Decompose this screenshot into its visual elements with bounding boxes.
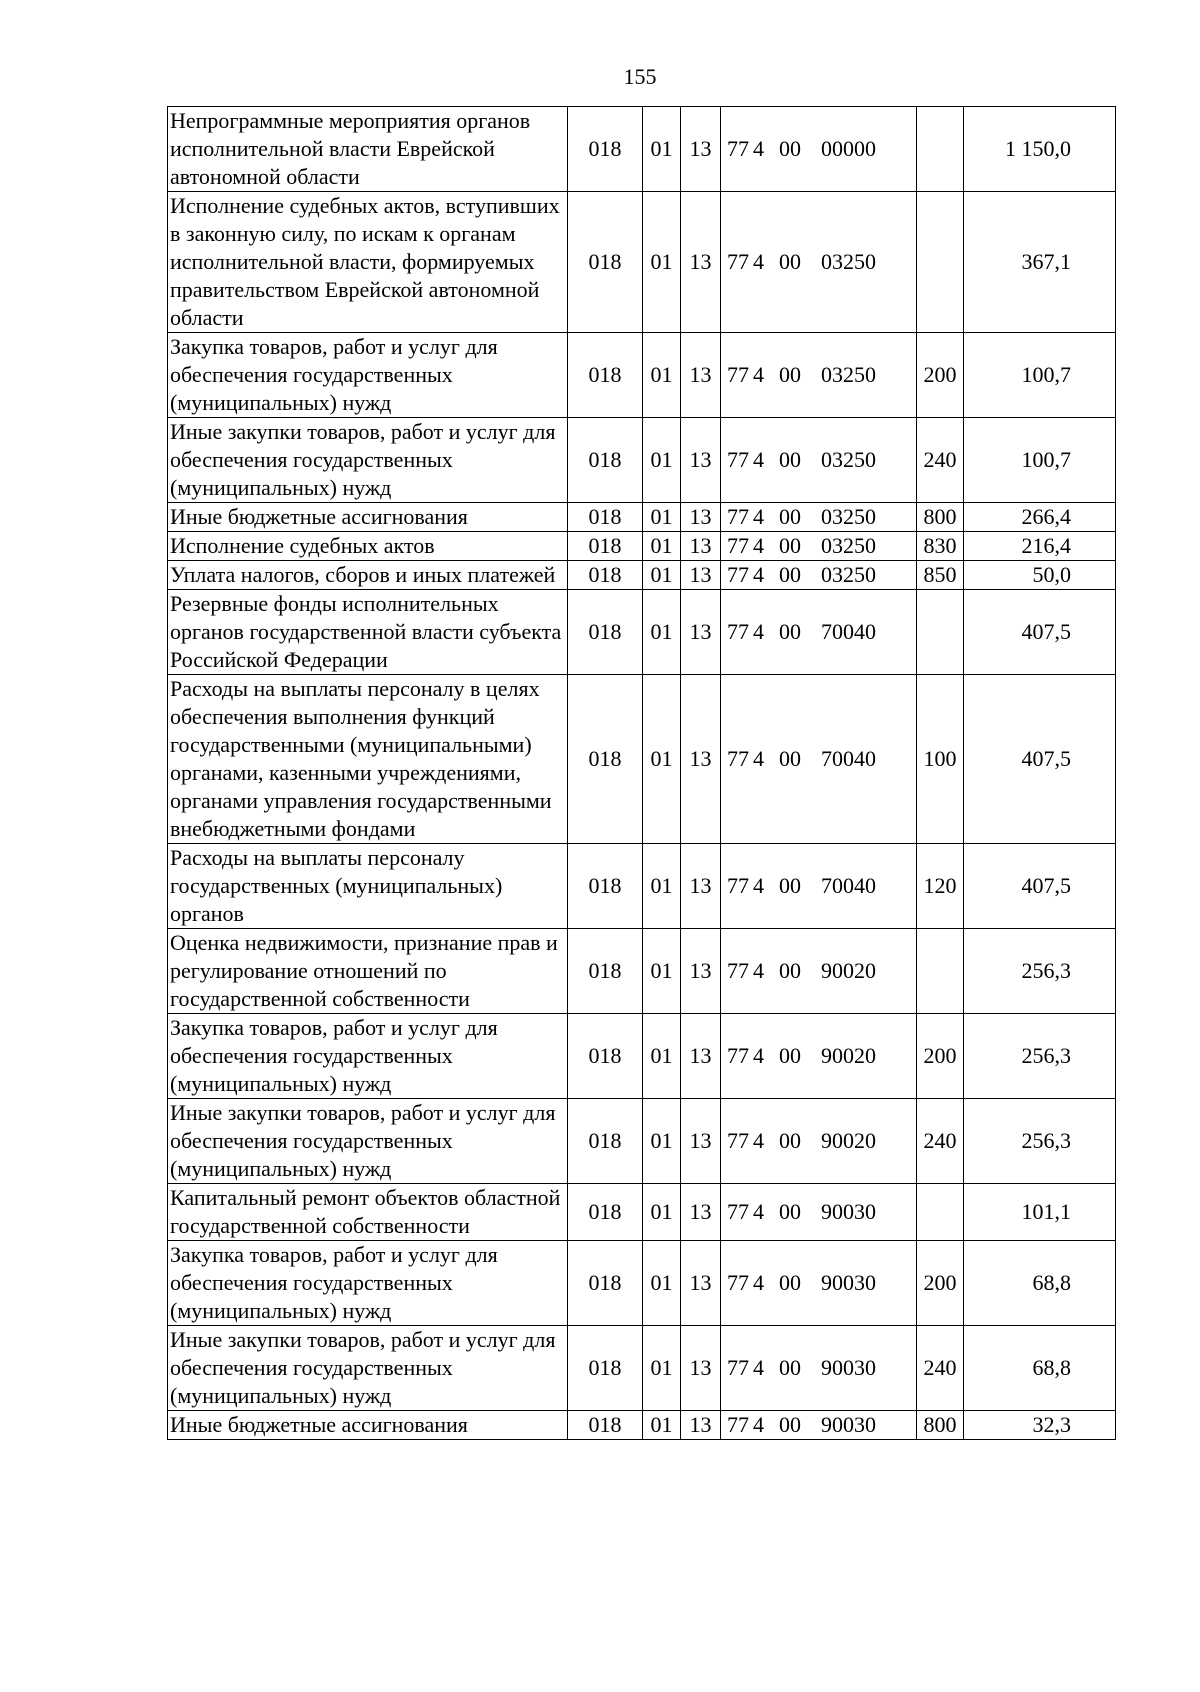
subsection-code-cell: 13 (681, 418, 721, 503)
budget-table-body (168, 107, 1116, 1440)
target-article-part: 4 (753, 746, 764, 771)
target-article-part: 4 (753, 958, 764, 983)
target-article-part: 77 (727, 562, 749, 587)
budget-table (167, 106, 1116, 1440)
target-article-cell (721, 418, 917, 503)
expense-name-cell: Закупка товаров, работ и услуг для обеспечения государственных (муниципальных) нужд (168, 333, 568, 418)
target-article-cell (721, 844, 917, 929)
target-article-cell (721, 503, 917, 532)
subsection-code-cell: 13 (681, 1014, 721, 1099)
target-article-part: 00 (779, 1199, 801, 1224)
table-row (168, 1411, 1116, 1440)
target-article-part: 70040 (821, 746, 876, 771)
target-article-cell (721, 107, 917, 192)
expense-name-cell: Непрограммные мероприятия органов исполнительной власти Еврейской автономной области (168, 107, 568, 192)
target-article-part: 4 (753, 504, 764, 529)
subsection-code-cell: 13 (681, 1099, 721, 1184)
target-article-part: 77 (727, 249, 749, 274)
amount-cell: 256,3 (964, 1099, 1116, 1184)
target-article-part: 4 (753, 1412, 764, 1437)
target-article-cell (721, 561, 917, 590)
target-article-part: 4 (753, 136, 764, 161)
target-article-part: 03250 (821, 447, 876, 472)
target-article-part: 03250 (821, 533, 876, 558)
subsection-code-cell: 13 (681, 561, 721, 590)
target-article-cell (721, 1099, 917, 1184)
target-article-part: 90020 (821, 1128, 876, 1153)
expense-type-cell (917, 929, 964, 1014)
expense-type-cell: 120 (917, 844, 964, 929)
target-article-part: 03250 (821, 362, 876, 387)
section-code-cell: 01 (643, 675, 681, 844)
table-row (168, 1099, 1116, 1184)
amount-cell: 256,3 (964, 929, 1116, 1014)
expense-name-cell: Капитальный ремонт объектов областной государственной собственности (168, 1184, 568, 1241)
section-code-cell: 01 (643, 1326, 681, 1411)
target-article-part: 00 (779, 873, 801, 898)
section-code-cell: 01 (643, 192, 681, 333)
target-article-part: 4 (753, 362, 764, 387)
expense-type-cell: 800 (917, 1411, 964, 1440)
amount-cell: 101,1 (964, 1184, 1116, 1241)
target-article-part: 00 (779, 1412, 801, 1437)
table-row (168, 844, 1116, 929)
target-article-part: 90020 (821, 1043, 876, 1068)
table-row (168, 1014, 1116, 1099)
expense-name-cell: Закупка товаров, работ и услуг для обеспечения государственных (муниципальных) нужд (168, 1014, 568, 1099)
expense-name-cell: Исполнение судебных актов, вступивших в законную силу, по искам к органам исполнительной власти, формируемых правительством Еврейской автономной области (168, 192, 568, 333)
amount-cell: 68,8 (964, 1326, 1116, 1411)
target-article-cell (721, 192, 917, 333)
target-article-part: 90030 (821, 1412, 876, 1437)
expense-type-cell: 240 (917, 1099, 964, 1184)
grbs-code-cell: 018 (568, 1184, 643, 1241)
amount-cell: 50,0 (964, 561, 1116, 590)
target-article-part: 77 (727, 619, 749, 644)
grbs-code-cell: 018 (568, 1326, 643, 1411)
target-article-part: 77 (727, 1412, 749, 1437)
amount-cell: 407,5 (964, 590, 1116, 675)
target-article-part: 03250 (821, 562, 876, 587)
target-article-part: 03250 (821, 504, 876, 529)
subsection-code-cell: 13 (681, 844, 721, 929)
target-article-part: 4 (753, 619, 764, 644)
grbs-code-cell: 018 (568, 192, 643, 333)
amount-cell: 367,1 (964, 192, 1116, 333)
expense-name-cell: Уплата налогов, сборов и иных платежей (168, 561, 568, 590)
target-article-part: 77 (727, 958, 749, 983)
section-code-cell: 01 (643, 107, 681, 192)
section-code-cell: 01 (643, 418, 681, 503)
grbs-code-cell: 018 (568, 418, 643, 503)
target-article-part: 4 (753, 1128, 764, 1153)
target-article-part: 4 (753, 533, 764, 558)
target-article-cell (721, 1326, 917, 1411)
table-row (168, 107, 1116, 192)
grbs-code-cell: 018 (568, 929, 643, 1014)
grbs-code-cell: 018 (568, 1099, 643, 1184)
target-article-part: 4 (753, 1043, 764, 1068)
expense-type-cell: 200 (917, 333, 964, 418)
target-article-part: 70040 (821, 619, 876, 644)
expense-name-cell: Оценка недвижимости, признание прав и регулирование отношений по государственной собственности (168, 929, 568, 1014)
target-article-part: 00 (779, 746, 801, 771)
target-article-part: 4 (753, 873, 764, 898)
expense-type-cell: 200 (917, 1241, 964, 1326)
target-article-part: 4 (753, 1270, 764, 1295)
expense-type-cell: 800 (917, 503, 964, 532)
target-article-part: 00 (779, 504, 801, 529)
target-article-part: 77 (727, 746, 749, 771)
target-article-part: 90030 (821, 1355, 876, 1380)
target-article-cell (721, 1184, 917, 1241)
subsection-code-cell: 13 (681, 532, 721, 561)
target-article-cell (721, 532, 917, 561)
target-article-part: 77 (727, 504, 749, 529)
expense-name-cell: Расходы на выплаты персоналу государственных (муниципальных) органов (168, 844, 568, 929)
expense-name-cell: Иные закупки товаров, работ и услуг для обеспечения государственных (муниципальных) нужд (168, 1099, 568, 1184)
grbs-code-cell: 018 (568, 1014, 643, 1099)
expense-type-cell (917, 590, 964, 675)
target-article-cell (721, 1241, 917, 1326)
target-article-part: 00 (779, 1270, 801, 1295)
target-article-part: 00 (779, 1128, 801, 1153)
target-article-part: 00 (779, 362, 801, 387)
section-code-cell: 01 (643, 1241, 681, 1326)
table-row (168, 561, 1116, 590)
table-row (168, 1241, 1116, 1326)
expense-type-cell: 830 (917, 532, 964, 561)
subsection-code-cell: 13 (681, 333, 721, 418)
amount-cell: 256,3 (964, 1014, 1116, 1099)
target-article-part: 00 (779, 136, 801, 161)
expense-type-cell (917, 192, 964, 333)
section-code-cell: 01 (643, 1099, 681, 1184)
subsection-code-cell: 13 (681, 1326, 721, 1411)
grbs-code-cell: 018 (568, 503, 643, 532)
grbs-code-cell: 018 (568, 590, 643, 675)
amount-cell: 266,4 (964, 503, 1116, 532)
target-article-part: 00 (779, 619, 801, 644)
grbs-code-cell: 018 (568, 675, 643, 844)
section-code-cell: 01 (643, 561, 681, 590)
grbs-code-cell: 018 (568, 561, 643, 590)
expense-name-cell: Расходы на выплаты персоналу в целях обеспечения выполнения функций государственными (муниципальными) органами, казенными учреждениями, органами управления государственными внебюджетными фондами (168, 675, 568, 844)
amount-cell: 407,5 (964, 675, 1116, 844)
table-row (168, 1184, 1116, 1241)
grbs-code-cell: 018 (568, 1241, 643, 1326)
amount-cell: 100,7 (964, 418, 1116, 503)
target-article-part: 77 (727, 362, 749, 387)
expense-type-cell (917, 107, 964, 192)
target-article-cell (721, 1014, 917, 1099)
target-article-part: 00 (779, 1355, 801, 1380)
grbs-code-cell: 018 (568, 333, 643, 418)
target-article-part: 77 (727, 136, 749, 161)
target-article-part: 00 (779, 249, 801, 274)
grbs-code-cell: 018 (568, 107, 643, 192)
section-code-cell: 01 (643, 590, 681, 675)
section-code-cell: 01 (643, 844, 681, 929)
subsection-code-cell: 13 (681, 590, 721, 675)
section-code-cell: 01 (643, 929, 681, 1014)
subsection-code-cell: 13 (681, 1411, 721, 1440)
table-row (168, 192, 1116, 333)
target-article-cell (721, 675, 917, 844)
target-article-part: 77 (727, 533, 749, 558)
amount-cell: 32,3 (964, 1411, 1116, 1440)
target-article-part: 4 (753, 1355, 764, 1380)
section-code-cell: 01 (643, 333, 681, 418)
table-row (168, 1326, 1116, 1411)
amount-cell: 1 150,0 (964, 107, 1116, 192)
target-article-part: 00000 (821, 136, 876, 161)
target-article-part: 77 (727, 1199, 749, 1224)
grbs-code-cell: 018 (568, 1411, 643, 1440)
expense-type-cell (917, 1184, 964, 1241)
grbs-code-cell: 018 (568, 844, 643, 929)
target-article-part: 77 (727, 1043, 749, 1068)
target-article-cell (721, 1411, 917, 1440)
target-article-cell (721, 333, 917, 418)
target-article-part: 00 (779, 1043, 801, 1068)
table-row (168, 532, 1116, 561)
expense-type-cell: 240 (917, 418, 964, 503)
target-article-part: 00 (779, 533, 801, 558)
subsection-code-cell: 13 (681, 107, 721, 192)
expense-name-cell: Иные бюджетные ассигнования (168, 1411, 568, 1440)
section-code-cell: 01 (643, 532, 681, 561)
target-article-part: 77 (727, 1355, 749, 1380)
table-row (168, 503, 1116, 532)
expense-name-cell: Иные закупки товаров, работ и услуг для обеспечения государственных (муниципальных) нужд (168, 1326, 568, 1411)
target-article-cell (721, 590, 917, 675)
subsection-code-cell: 13 (681, 1241, 721, 1326)
table-row (168, 333, 1116, 418)
expense-name-cell: Резервные фонды исполнительных органов государственной власти субъекта Российской Федерации (168, 590, 568, 675)
target-article-part: 77 (727, 873, 749, 898)
amount-cell: 407,5 (964, 844, 1116, 929)
target-article-part: 4 (753, 249, 764, 274)
table-row (168, 418, 1116, 503)
subsection-code-cell: 13 (681, 929, 721, 1014)
target-article-cell (721, 929, 917, 1014)
section-code-cell: 01 (643, 1014, 681, 1099)
section-code-cell: 01 (643, 1184, 681, 1241)
target-article-part: 00 (779, 562, 801, 587)
amount-cell: 68,8 (964, 1241, 1116, 1326)
subsection-code-cell: 13 (681, 503, 721, 532)
target-article-part: 4 (753, 562, 764, 587)
target-article-part: 00 (779, 958, 801, 983)
section-code-cell: 01 (643, 1411, 681, 1440)
target-article-part: 77 (727, 447, 749, 472)
target-article-part: 90020 (821, 958, 876, 983)
table-row (168, 590, 1116, 675)
expense-name-cell: Иные закупки товаров, работ и услуг для обеспечения государственных (муниципальных) нужд (168, 418, 568, 503)
expense-type-cell: 240 (917, 1326, 964, 1411)
target-article-part: 90030 (821, 1199, 876, 1224)
table-row (168, 675, 1116, 844)
subsection-code-cell: 13 (681, 1184, 721, 1241)
target-article-part: 90030 (821, 1270, 876, 1295)
table-row (168, 929, 1116, 1014)
page-number: 155 (623, 64, 657, 89)
amount-cell: 100,7 (964, 333, 1116, 418)
section-code-cell: 01 (643, 503, 681, 532)
grbs-code-cell: 018 (568, 532, 643, 561)
target-article-part: 70040 (821, 873, 876, 898)
expense-name-cell: Исполнение судебных актов (168, 532, 568, 561)
target-article-part: 4 (753, 447, 764, 472)
expense-type-cell: 100 (917, 675, 964, 844)
expense-type-cell: 850 (917, 561, 964, 590)
subsection-code-cell: 13 (681, 675, 721, 844)
target-article-part: 00 (779, 447, 801, 472)
target-article-part: 03250 (821, 249, 876, 274)
expense-name-cell: Закупка товаров, работ и услуг для обеспечения государственных (муниципальных) нужд (168, 1241, 568, 1326)
subsection-code-cell: 13 (681, 192, 721, 333)
target-article-part: 4 (753, 1199, 764, 1224)
target-article-part: 77 (727, 1128, 749, 1153)
amount-cell: 216,4 (964, 532, 1116, 561)
expense-name-cell: Иные бюджетные ассигнования (168, 503, 568, 532)
target-article-part: 77 (727, 1270, 749, 1295)
expense-type-cell: 200 (917, 1014, 964, 1099)
